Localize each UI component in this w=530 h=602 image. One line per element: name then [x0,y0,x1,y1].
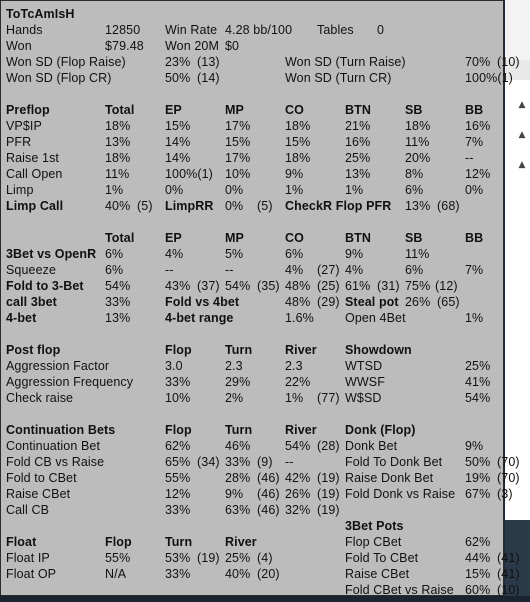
preflop-col-btn: BTN [345,103,371,117]
preflop-cell-btn: 16% [345,135,371,149]
cbets-title: Continuation Bets [6,423,116,437]
fold-cb-raise-flop: 65% [165,455,191,469]
preflop-cell-label: Limp [6,183,34,197]
float-col-turn: Turn [165,535,193,549]
fold-3bet-btn: 61% [345,279,371,293]
squeeze-sb: 6% [405,263,424,277]
wtsd-label: WTSD [345,359,383,373]
preflop-cell-btn: 21% [345,119,371,133]
fold-3bet-co: 48% [285,279,311,293]
cbet-river-n: (28) [317,439,340,453]
preflop-cell-ep: 0% [165,183,184,197]
fold-3bet-label: Fold to 3-Bet [6,279,84,293]
threebet-vs-openr-label: 3Bet vs OpenR [6,247,97,261]
af-turn: 2.3 [225,359,243,373]
limprr-value: 0% [225,199,244,213]
preflop-cell-label: Raise 1st [6,151,60,165]
preflop-cell-bb: 7% [465,135,484,149]
fourbet-range-label: 4-bet range [165,311,234,325]
check-raise-river-n: (77) [317,391,340,405]
wonsd-flop-cr-pct: 50% [165,71,191,85]
squeeze-mp: -- [225,263,234,277]
call-cb-river: 32% [285,503,311,517]
preflop-cell-sb: 18% [405,119,431,133]
limprr-n: (5) [257,199,273,213]
call-cb-turn: 63% [225,503,251,517]
wonsd-flop-raise-pct: 23% [165,55,191,69]
raise-cbet-3bp-n: (41) [497,567,520,581]
fold-3bet-sb-n: (12) [435,279,458,293]
threebet-vs-openr-mp: 5% [225,247,244,261]
preflop-cell-co: 18% [285,151,311,165]
raise-donk-value: 19% [465,471,491,485]
threebet-vs-openr-ep: 4% [165,247,184,261]
preflop-col-bb: BB [465,103,484,117]
fourbet-range-value: 1.6% [285,311,314,325]
limp-call-n: (5) [137,199,153,213]
raise-cbet-turn: 9% [225,487,244,501]
fold-donk-value: 50% [465,455,491,469]
wonsd-turn-cr-label: Won SD (Turn CR) [285,71,392,85]
call-cb-flop: 33% [165,503,191,517]
threebet-col-total: Total [105,231,135,245]
af-label: Aggression Factor [6,359,110,373]
wonsd-flop-cr-label: Won SD (Flop CR) [6,71,112,85]
squeeze-btn: 4% [345,263,364,277]
fold-3bet-total: 54% [105,279,131,293]
donk-bet-value: 9% [465,439,484,453]
checkr-flop-pfr-label: CheckR Flop PFR [285,199,392,213]
afq-flop: 33% [165,375,191,389]
fold-3bet-mp: 54% [225,279,251,293]
preflop-cell-total: 18% [105,151,131,165]
threebet-vs-openr-co: 6% [285,247,304,261]
winrate-value: 4.28 bb/100 [225,23,293,37]
hands-value: 12850 [105,23,141,37]
preflop-cell-mp: 0% [225,183,244,197]
preflop-cell-total: 1% [105,183,124,197]
check-raise-label: Check raise [6,391,74,405]
float-op-turn: 33% [165,567,191,581]
preflop-cell-bb: 16% [465,119,491,133]
squeeze-bb: 7% [465,263,484,277]
preflop-cell-ep: 100%(1) [165,167,213,181]
fourbet-value: 13% [105,311,131,325]
cbet-flop: 62% [165,439,191,453]
fourbet-label: 4-bet [6,311,37,325]
preflop-cell-co: 1% [285,183,304,197]
preflop-cell-mp: 15% [225,135,251,149]
float-op-river: 40% [225,567,251,581]
checkr-flop-pfr-n: (68) [437,199,460,213]
raise-cbet-turn-n: (46) [257,487,280,501]
scroll-arrow-icon: ▲ [518,160,526,170]
preflop-cell-label: Call Open [6,167,63,181]
won-value: $79.48 [105,39,144,53]
raise-cbet-3bp-label: Raise CBet [345,567,410,581]
cbets-col-river: River [285,423,317,437]
squeeze-co-n: (27) [317,263,340,277]
preflop-cell-mp: 17% [225,151,251,165]
preflop-col-ep: EP [165,103,182,117]
wonsd-turn-raise-n: (10) [497,55,520,69]
preflop-col-mp: MP [225,103,244,117]
float-op-flop: N/A [105,567,127,581]
call-cb-turn-n: (46) [257,503,280,517]
steal-pot-label: Steal pot [345,295,399,309]
fold-vs-4bet-value: 48% [285,295,311,309]
wsd-value: 54% [465,391,491,405]
wonsd-flop-raise-n: (13) [197,55,220,69]
background-window-edge [505,0,530,602]
preflop-cell-total: 11% [105,167,130,181]
preflop-cell-ep: 14% [165,151,191,165]
preflop-cell-co: 9% [285,167,304,181]
postflop-col-flop: Flop [165,343,192,357]
threebet-vs-openr-total: 6% [105,247,124,261]
donk-bet-label: Donk Bet [345,439,398,453]
limp-call-label: Limp Call [6,199,64,213]
scroll-arrow-icon: ▲ [518,100,526,110]
preflop-cell-total: 13% [105,135,131,149]
limprr-label: LimpRR [165,199,214,213]
threebet-col-mp: MP [225,231,244,245]
preflop-cell-btn: 25% [345,151,371,165]
threebet-col-sb: SB [405,231,423,245]
wonsd-flop-cr-n: (14) [197,71,220,85]
raise-cbet-river: 26% [285,487,311,501]
fold-cbet-turn: 28% [225,471,251,485]
fold-cb-raise-label: Fold CB vs Raise [6,455,105,469]
float-col-flop: Flop [105,535,132,549]
steal-pot-value: 26% [405,295,431,309]
threebet-vs-openr-btn: 9% [345,247,364,261]
fold-cbet-label: Fold to CBet [6,471,77,485]
afq-label: Aggression Frequency [6,375,134,389]
wtsd-value: 25% [465,359,491,373]
preflop-col-co: CO [285,103,304,117]
preflop-cell-bb: -- [465,151,474,165]
tables-value: 0 [377,23,385,37]
preflop-cell-label: PFR [6,135,32,149]
flop-cbet-3bp-label: Flop CBet [345,535,402,549]
showdown-header: Showdown [345,343,412,357]
threebet-col-btn: BTN [345,231,371,245]
preflop-col-sb: SB [405,103,423,117]
float-ip-flop: 55% [105,551,131,565]
cbets-col-turn: Turn [225,423,253,437]
fold-cbet-raise-3bp-label: Fold CBet vs Raise [345,583,454,597]
preflop-cell-mp: 17% [225,119,251,133]
steal-pot-n: (65) [437,295,460,309]
preflop-cell-bb: 12% [465,167,491,181]
fold-3bet-ep: 43% [165,279,191,293]
check-raise-flop: 10% [165,391,191,405]
fold-3bet-mp-n: (35) [257,279,280,293]
threebet-col-bb: BB [465,231,484,245]
fold-cbet-river: 42% [285,471,311,485]
cbet-turn: 46% [225,439,251,453]
limp-call-value: 40% [105,199,131,213]
af-river: 2.3 [285,359,303,373]
fold-cbet-river-n: (19) [317,471,340,485]
preflop-cell-total: 18% [105,119,131,133]
call-cb-label: Call CB [6,503,50,517]
fold-cb-raise-turn: 33% [225,455,251,469]
float-ip-turn-n: (19) [197,551,220,565]
fold-3bet-btn-n: (31) [377,279,400,293]
preflop-cell-btn: 13% [345,167,371,181]
fold-donk-raise-value: 67% [465,487,491,501]
tables-label: Tables [317,23,354,37]
fold-vs-4bet-label: Fold vs 4bet [165,295,240,309]
wonsd-turn-raise-label: Won SD (Turn Raise) [285,55,406,69]
preflop-cell-sb: 11% [405,135,430,149]
call-3bet-value: 33% [105,295,131,309]
afq-river: 22% [285,375,311,389]
fold-cb-raise-flop-n: (34) [197,455,220,469]
float-ip-turn: 53% [165,551,191,565]
squeeze-co: 4% [285,263,304,277]
fold-cb-raise-turn-n: (9) [257,455,273,469]
threebet-col-ep: EP [165,231,182,245]
fold-donk-label: Fold To Donk Bet [345,455,443,469]
check-raise-turn: 2% [225,391,244,405]
fold-cbet-turn-n: (46) [257,471,280,485]
won20m-label: Won 20M [165,39,219,53]
fold-to-cbet-3bp-label: Fold To CBet [345,551,419,565]
af-flop: 3.0 [165,359,183,373]
postflop-title: Post flop [6,343,61,357]
call-3bet-label: call 3bet [6,295,57,309]
squeeze-total: 6% [105,263,124,277]
wonsd-turn-raise-pct: 70% [465,55,491,69]
check-raise-river: 1% [285,391,304,405]
preflop-cell-bb: 0% [465,183,484,197]
fold-cbet-raise-3bp-n: (10) [497,583,520,597]
fold-cb-raise-river: -- [285,455,294,469]
preflop-col-total: Total [105,103,135,117]
preflop-cell-mp: 10% [225,167,251,181]
float-ip-label: Float IP [6,551,50,565]
fold-donk-n: (70) [497,455,520,469]
raise-donk-label: Raise Donk Bet [345,471,434,485]
call-cb-river-n: (19) [317,503,340,517]
squeeze-ep: -- [165,263,174,277]
donk-title: Donk (Flop) [345,423,416,437]
fold-vs-4bet-n: (29) [317,295,340,309]
threebet-vs-openr-sb: 11% [405,247,430,261]
float-col-river: River [225,535,257,549]
float-op-river-n: (20) [257,567,280,581]
preflop-cell-sb: 20% [405,151,431,165]
open-4bet-label: Open 4Bet [345,311,406,325]
raise-cbet-river-n: (19) [317,487,340,501]
raise-cbet-flop: 12% [165,487,191,501]
preflop-cell-label: VP$IP [6,119,42,133]
float-op-label: Float OP [6,567,57,581]
wonsd-turn-cr-pct: 100%(1) [465,71,513,85]
hands-label: Hands [6,23,43,37]
won20m-value: $0 [225,39,240,53]
preflop-cell-co: 18% [285,119,311,133]
wwsf-value: 41% [465,375,491,389]
float-ip-river-n: (4) [257,551,273,565]
fold-to-cbet-3bp-value: 44% [465,551,491,565]
open-4bet-value: 1% [465,311,484,325]
fold-3bet-ep-n: (37) [197,279,220,293]
preflop-cell-sb: 8% [405,167,424,181]
preflop-cell-ep: 14% [165,135,191,149]
afq-turn: 29% [225,375,251,389]
cbets-col-flop: Flop [165,423,192,437]
postflop-col-turn: Turn [225,343,253,357]
fold-donk-raise-n: (3) [497,487,513,501]
threebet-col-co: CO [285,231,304,245]
wsd-label: W$SD [345,391,382,405]
float-title: Float [6,535,37,549]
winrate-label: Win Rate [165,23,218,37]
preflop-cell-sb: 6% [405,183,424,197]
won-label: Won [6,39,32,53]
raise-cbet-label: Raise CBet [6,487,71,501]
raise-donk-n: (70) [497,471,520,485]
cbet-river: 54% [285,439,311,453]
fold-cbet-flop: 55% [165,471,191,485]
fold-cbet-raise-3bp-value: 60% [465,583,491,597]
preflop-header: Preflop [6,103,50,117]
threebet-pots-title: 3Bet Pots [345,519,404,533]
raise-cbet-3bp-value: 15% [465,567,491,581]
wwsf-label: WWSF [345,375,385,389]
float-ip-river: 25% [225,551,251,565]
wonsd-flop-raise-label: Won SD (Flop Raise) [6,55,126,69]
preflop-cell-ep: 15% [165,119,191,133]
fold-donk-raise-label: Fold Donk vs Raise [345,487,456,501]
fold-3bet-co-n: (25) [317,279,340,293]
squeeze-label: Squeeze [6,263,57,277]
cbet-label: Continuation Bet [6,439,101,453]
fold-to-cbet-3bp-n: (41) [497,551,520,565]
flop-cbet-3bp-value: 62% [465,535,491,549]
player-name: ToTcAmIsH [6,7,75,21]
postflop-col-river: River [285,343,317,357]
checkr-flop-pfr-value: 13% [405,199,431,213]
scroll-arrow-icon: ▲ [518,130,526,140]
fold-3bet-sb: 75% [405,279,431,293]
preflop-cell-co: 15% [285,135,311,149]
preflop-cell-btn: 1% [345,183,364,197]
